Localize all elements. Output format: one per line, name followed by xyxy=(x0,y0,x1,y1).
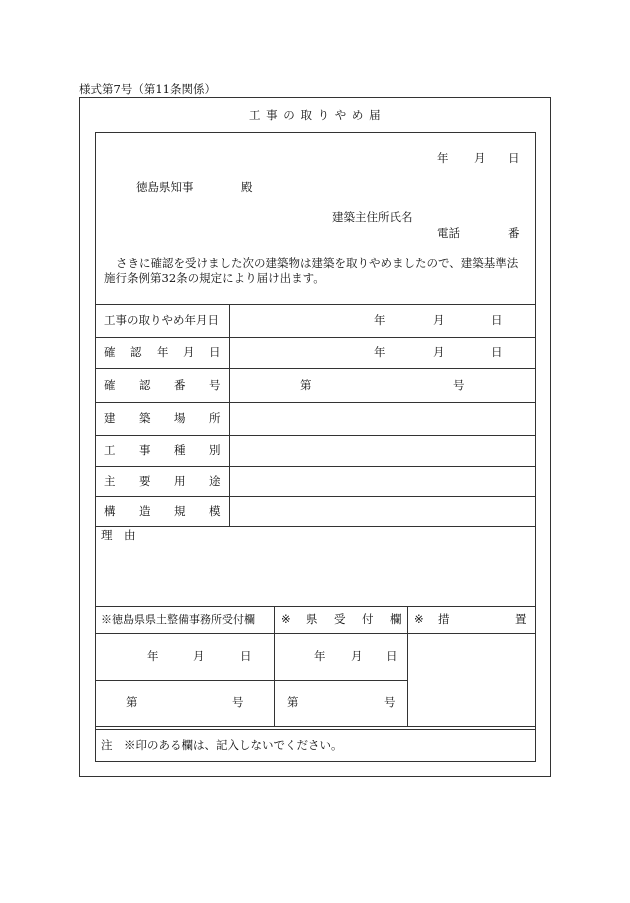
pref-receipt-header-3: 受 xyxy=(334,612,346,626)
pref-date-month: 月 xyxy=(351,649,363,663)
structure-label-2: 造 xyxy=(139,504,151,518)
action-header-2: 措 xyxy=(438,612,450,626)
confirm-no-label-4: 号 xyxy=(209,378,221,392)
site-label-4: 所 xyxy=(209,411,221,425)
cancel-date-month: 月 xyxy=(433,313,445,327)
office-no-suffix: 号 xyxy=(232,695,244,709)
confirm-date-label-5: 日 xyxy=(209,345,221,359)
office-date-month: 月 xyxy=(193,649,205,663)
confirm-no-label-2: 認 xyxy=(139,378,151,392)
site-label-3: 場 xyxy=(174,411,186,425)
confirm-date-day: 日 xyxy=(491,345,503,359)
office-date-day: 日 xyxy=(240,649,252,663)
office-receipt-header: ※徳島県県土整備事務所受付欄 xyxy=(101,613,255,626)
work-type-label-4: 別 xyxy=(209,443,221,457)
confirm-date-label-1: 確 xyxy=(104,345,116,359)
main-use-label-4: 途 xyxy=(209,474,221,488)
work-type-field[interactable] xyxy=(230,436,535,465)
site-field[interactable] xyxy=(230,403,535,434)
phone-suffix: 番 xyxy=(508,226,520,240)
pref-date-year: 年 xyxy=(314,649,326,663)
applicant-label: 建築主住所氏名 xyxy=(332,210,413,224)
site-label-2: 築 xyxy=(139,411,151,425)
statement-text: さきに確認を受けました次の建築物は建築を取りやめましたので、建築基準法施行条例第32条の規定により届け出ます。 xyxy=(104,256,519,285)
pref-receipt-header-1: ※ xyxy=(281,612,291,626)
header-year: 年 xyxy=(437,151,449,165)
confirm-date-label-4: 月 xyxy=(183,345,195,359)
confirm-no-suffix: 号 xyxy=(453,378,465,392)
pref-receipt-header-5: 欄 xyxy=(390,612,402,626)
structure-label-4: 模 xyxy=(209,504,221,518)
confirm-date-label-2: 認 xyxy=(130,345,142,359)
cancel-date-label: 工事の取りやめ年月日 xyxy=(104,313,219,327)
pref-no-suffix: 号 xyxy=(384,695,396,709)
structure-label-3: 規 xyxy=(174,504,186,518)
work-type-label-1: 工 xyxy=(104,443,116,457)
work-type-label-3: 種 xyxy=(174,443,186,457)
honorific: 殿 xyxy=(241,180,253,194)
pref-date-day: 日 xyxy=(386,649,398,663)
phone-label: 電話 xyxy=(437,226,460,240)
main-use-field[interactable] xyxy=(230,467,535,495)
footer-note: 注 ※印のある欄は、記入しないでください。 xyxy=(101,738,343,752)
pref-receipt-header-4: 付 xyxy=(362,612,374,626)
main-use-label-3: 用 xyxy=(174,474,186,488)
action-header-3: 置 xyxy=(515,612,527,626)
confirm-no-prefix: 第 xyxy=(300,378,312,392)
header-month: 月 xyxy=(474,151,486,165)
confirm-date-year: 年 xyxy=(374,345,386,359)
reason-label: 理 由 xyxy=(101,528,136,542)
main-use-label-1: 主 xyxy=(104,474,116,488)
work-type-label-2: 事 xyxy=(139,443,151,457)
confirm-date-label-3: 年 xyxy=(157,345,169,359)
form-id: 様式第7号（第11条関係） xyxy=(79,82,216,96)
reason-field[interactable] xyxy=(96,545,535,605)
structure-label-1: 構 xyxy=(104,504,116,518)
site-label-1: 建 xyxy=(104,411,116,425)
structure-field[interactable] xyxy=(230,497,535,525)
cancel-date-year: 年 xyxy=(374,313,386,327)
addressee: 徳島県知事 xyxy=(136,180,194,194)
office-date-year: 年 xyxy=(147,649,159,663)
action-header-1: ※ xyxy=(414,612,424,626)
confirm-no-label-3: 番 xyxy=(174,378,186,392)
main-use-label-2: 要 xyxy=(139,474,151,488)
office-no-prefix: 第 xyxy=(126,695,138,709)
form-title: 工 事 の 取 り や め 届 xyxy=(249,108,382,122)
confirm-date-month: 月 xyxy=(433,345,445,359)
pref-no-prefix: 第 xyxy=(287,695,299,709)
header-day: 日 xyxy=(508,151,520,165)
cancel-date-day: 日 xyxy=(491,313,503,327)
confirm-no-label-1: 確 xyxy=(104,378,116,392)
pref-receipt-header-2: 県 xyxy=(306,612,318,626)
